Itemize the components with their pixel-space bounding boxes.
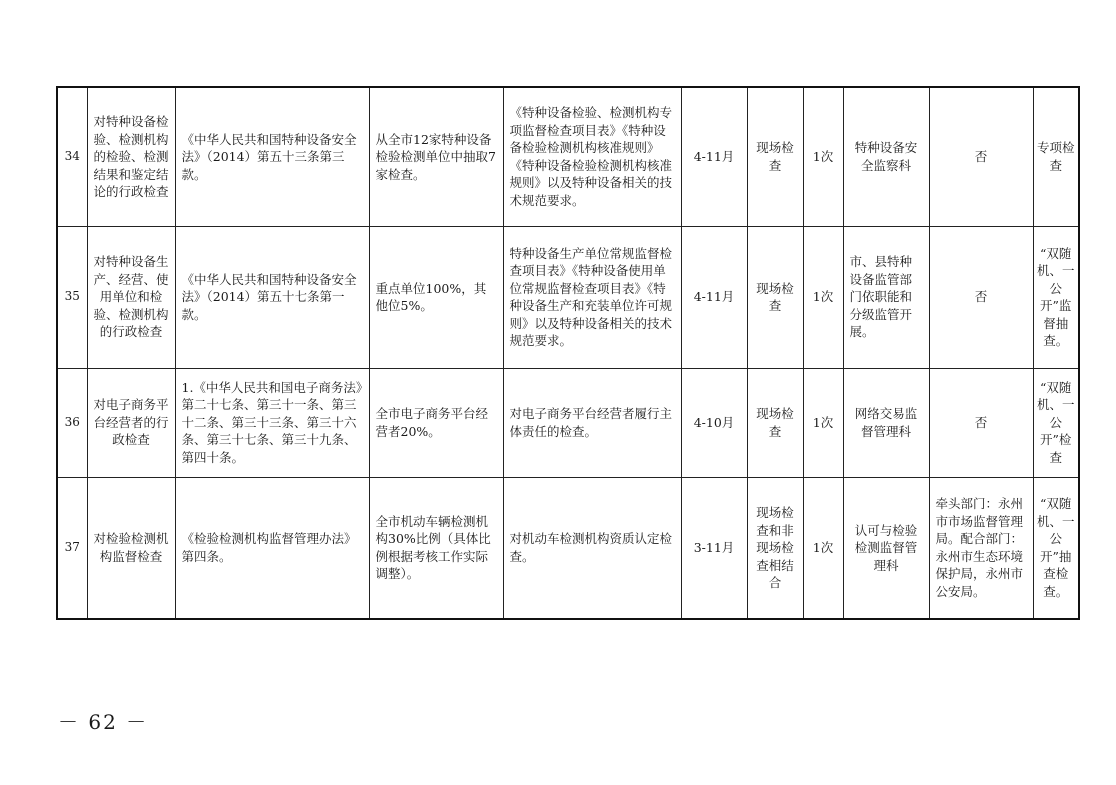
table-row bbox=[57, 226, 1079, 368]
joint-inspection: 否 bbox=[929, 226, 1033, 368]
legal-basis: 1.《中华人民共和国电子商务法》第二十七条、第三十一条、第三十二条、第三十三条、第三十六条、第三十七条、第三十九条、第四十条。 bbox=[175, 368, 369, 477]
row-number: 37 bbox=[57, 477, 87, 619]
inspection-method: 现场检查和非现场检查相结合 bbox=[747, 477, 803, 619]
inspection-type: 专项检查 bbox=[1033, 87, 1079, 226]
inspection-scope: 重点单位100%，其他位5%。 bbox=[369, 226, 503, 368]
row-number: 35 bbox=[57, 226, 87, 368]
inspection-content: 对机动车检测机构资质认定检查。 bbox=[503, 477, 681, 619]
inspection-item: 对检验检测机构监督检查 bbox=[87, 477, 175, 619]
joint-inspection: 否 bbox=[929, 368, 1033, 477]
inspection-content: 《特种设备检验、检测机构专项监督检查项目表》《特种设备检验检测机构核准规则》《特种设备检验检测机构核准规则》以及特种设备相关的技术规范要求。 bbox=[503, 87, 681, 226]
inspection-content: 特种设备生产单位常规监督检查项目表》《特种设备使用单位常规监督检查项目表》《特种设备生产和充装单位许可规则》以及特种设备相关的技术规范要求。 bbox=[503, 226, 681, 368]
inspection-scope: 全市机动车辆检测机构30%比例（具体比例根据考核工作实际调整）。 bbox=[369, 477, 503, 619]
inspection-method: 现场检查 bbox=[747, 87, 803, 226]
inspection-method: 现场检查 bbox=[747, 226, 803, 368]
inspection-frequency: 1次 bbox=[803, 226, 843, 368]
inspection-type: “双随机、一公开”检查 bbox=[1033, 368, 1079, 477]
table-row bbox=[57, 87, 1079, 226]
inspection-scope: 从全市12家特种设备检验检测单位中抽取7家检查。 bbox=[369, 87, 503, 226]
inspection-table bbox=[56, 86, 1080, 620]
inspection-item: 对特种设备生产、经营、使用单位和检验、检测机构的行政检查 bbox=[87, 226, 175, 368]
joint-inspection: 否 bbox=[929, 87, 1033, 226]
responsible-department: 认可与检验检测监督管理科 bbox=[843, 477, 929, 619]
responsible-department: 市、县特种设备监管部门依职能和分级监管开展。 bbox=[843, 226, 929, 368]
inspection-type: “双随机、一公开”抽查检查。 bbox=[1033, 477, 1079, 619]
table-row bbox=[57, 477, 1079, 619]
inspection-time: 4-11月 bbox=[681, 87, 747, 226]
inspection-type: “双随机、一公开”监督抽查。 bbox=[1033, 226, 1079, 368]
joint-inspection: 牵头部门：永州市市场监督管理局。配合部门：永州市生态环境保护局，永州市公安局。 bbox=[929, 477, 1033, 619]
legal-basis: 《中华人民共和国特种设备安全法》（2014）第五十三条第三款。 bbox=[175, 87, 369, 226]
inspection-method: 现场检查 bbox=[747, 368, 803, 477]
inspection-scope: 全市电子商务平台经营者20%。 bbox=[369, 368, 503, 477]
inspection-content: 对电子商务平台经营者履行主体责任的检查。 bbox=[503, 368, 681, 477]
inspection-item: 对电子商务平台经营者的行政检查 bbox=[87, 368, 175, 477]
inspection-time: 4-11月 bbox=[681, 226, 747, 368]
inspection-item: 对特种设备检验、检测机构的检验、检测结果和鉴定结论的行政检查 bbox=[87, 87, 175, 226]
row-number: 36 bbox=[57, 368, 87, 477]
inspection-time: 4-10月 bbox=[681, 368, 747, 477]
responsible-department: 网络交易监督管理科 bbox=[843, 368, 929, 477]
legal-basis: 《检验检测机构监督管理办法》第四条。 bbox=[175, 477, 369, 619]
legal-basis: 《中华人民共和国特种设备安全法》（2014）第五十七条第一款。 bbox=[175, 226, 369, 368]
inspection-frequency: 1次 bbox=[803, 87, 843, 226]
table-row bbox=[57, 368, 1079, 477]
inspection-frequency: 1次 bbox=[803, 368, 843, 477]
responsible-department: 特种设备安全监察科 bbox=[843, 87, 929, 226]
page-number: － 62 － bbox=[58, 710, 149, 734]
row-number: 34 bbox=[57, 87, 87, 226]
inspection-frequency: 1次 bbox=[803, 477, 843, 619]
inspection-time: 3-11月 bbox=[681, 477, 747, 619]
